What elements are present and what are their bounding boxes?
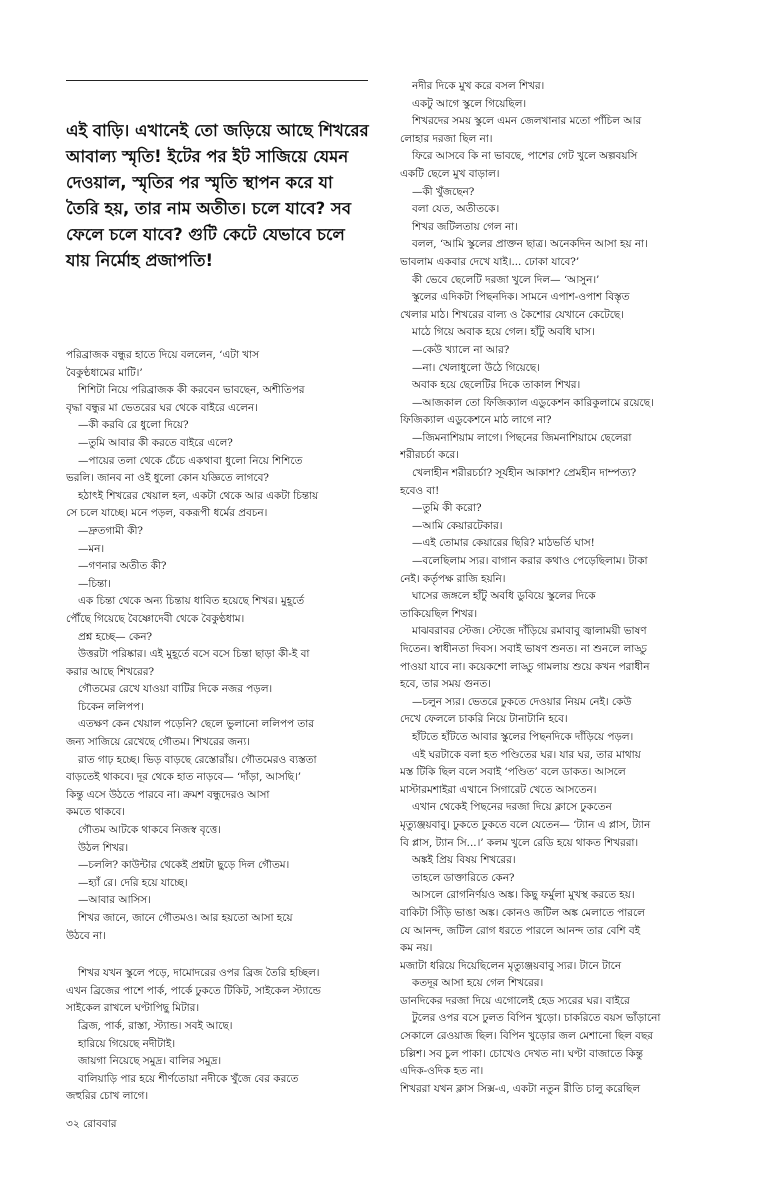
body-line: বলল, ‘আমি স্কুলের প্রাক্তন ছাত্র। অনেকদিন আসা হয় না। (412, 238, 648, 251)
body-line: —পায়ের তলা থেকে চেঁচে একথাবা ধুলো নিয়ে শিশিতে (78, 454, 303, 467)
body-line: অঙ্কই প্রিয় বিষয় শিখরের। (412, 854, 516, 867)
body-line: —মন। (78, 542, 105, 555)
body-line: ঘাসের জঙ্গলে হাঁটু অবধি ডুবিয়ে স্কুলের দিকে (412, 590, 596, 603)
body-line: বৈকুণ্ঠধামের মাটি।’ (66, 366, 143, 379)
body-line: প্রশ্ন হচ্ছে— কেন? (78, 630, 153, 643)
body-line: হাঁটতে হাঁটতে আবার স্কুলের পিছনদিকে দাঁড়িয়ে পড়ল। (412, 730, 634, 743)
body-line: মাঝবরাবর স্টেজ। স্টেজে দাঁড়িয়ে রমাবাবু জ্বালাময়ী ভাষণ (412, 625, 647, 638)
body-line: বাকিটা সিঁড়ি ভাঙা অঙ্ক। কোনও জটিল অঙ্ক মেলাতে পারলে (400, 906, 645, 919)
body-line: এতক্ষণ কেন খেয়াল পড়েনি? ছেলে ভুলানো ললিপপ তার (78, 718, 314, 731)
body-line: —গণনার অতীত কী? (78, 560, 167, 573)
body-line: ভাবলাম একবার দেখে যাই।... ঢোকা যাবে?’ (400, 255, 580, 268)
pull-quote: এই বাড়ি। এখানেই তো জড়িয়ে আছে শিখরের আবাল্য স্মৃতি! ইটের পর ইট সাজিয়ে যেমন দেওয়াল, স্মৃতির পর স্মৃতি স্থাপন করে যা তৈরি হয়, তার নাম অতীত। চলে যাবে? সব ফেলে চলে যাবে? গুটি কেটে যেভাবে চলে যায় নির্মোহ প্রজাপতি! (66, 121, 369, 270)
body-line: শিখর জানে, জানে গৌতমও। আর হয়তো আসা হয়ে (78, 912, 293, 924)
body-line: করার আছে শিখরের? (66, 665, 155, 678)
body-line: শিখর যখন স্কুলে পড়ে, দামোদরের ওপর ব্রিজ তৈরি হচ্ছিল। (78, 967, 320, 980)
body-line: —চলুন স্যর। ভেতরে ঢুকতে দেওয়ার নিয়ম নেই। কেউ (412, 695, 632, 708)
body-line: এখান থেকেই পিছনের দরজা দিয়ে ক্লাসে ঢুকতেন (412, 801, 612, 814)
page-footer: ৩২ রোববার (66, 1118, 117, 1130)
body-line: সে চলে যাচ্ছে। মনে পড়ল, বকরূপী ধর্মের প্রবচন। (66, 507, 268, 520)
body-line: সাইকেল রাখলে ঘণ্টাপিছু মিটার। (66, 1002, 200, 1015)
body-line: কমতে থাকবে। (66, 806, 125, 819)
body-line: ডানদিকের দরজা দিয়ে এগোলেই হেড স্যরের ঘর। বাইরে (400, 994, 630, 1007)
body-line: কিন্তু এসে উঠতে পারবে না। ক্রমশ বন্ধুদেরও আসা (66, 788, 270, 801)
body-line: চিকেন ললিপপ। (78, 700, 144, 713)
body-line: মস্ত টিকি ছিল বলে সবাই ‘পণ্ডিত’ বলে ডাকত। আসলে (400, 766, 626, 779)
body-line: শিখরদের সময় স্কুলে এমন জেলখানার মতো পাঁচিল আর (412, 115, 642, 128)
body-line: বাড়তেই থাকবে। দূর থেকে হাত নাড়বে— ‘দাঁড়া, আসছি।’ (66, 771, 301, 784)
body-line: —হ্যাঁ রে। দেরি হয়ে যাচ্ছে। (78, 876, 188, 889)
body-line: তাহলে ডাক্তারিতে কেন? (412, 871, 515, 884)
body-line: মাস্টারমশাইরা এখানে সিগারেট খেতে আসতেন। (400, 783, 597, 796)
body-line: গৌতম আটকে থাকবে নিজস্ব বৃত্তে। (78, 824, 221, 837)
body-line: দেখে ফেললে চাকরি নিয়ে টানাটানি হবে। (400, 713, 568, 726)
body-line: হবেও বা! (400, 484, 440, 497)
body-line: —দ্রুতগামী কী? (78, 524, 144, 537)
body-line: আসলে রোগনির্ণয়ও অঙ্ক। কিছু ফর্মুলা মুখস্থ করতে হয়। (412, 889, 635, 902)
body-line: —চললি? কাউন্টার থেকেই প্রশ্নটা ছুড়ে দিল গৌতম। (78, 859, 290, 872)
body-line: —কী খুঁজছেন? (412, 185, 475, 198)
body-line: হঠাৎই শিখরের খেয়াল হল, একটা থেকে আর একটা চিন্তায় (78, 489, 319, 502)
body-line: —আমি কেয়ারটেকার। (412, 519, 503, 532)
body-line: —না। খেলাধুলো উঠে গিয়েছে। (412, 361, 540, 374)
body-line: মৃত্যুঞ্জয়বাবু। ঢুকতে ঢুকতে বলে যেতেন— ‘ট্যান এ প্লাস, ট্যান (400, 818, 651, 831)
body-line: রাত গাঢ় হচ্ছে। ভিড় বাড়ছে রেস্তোরাঁয়। গৌতমেরও ব্যস্ততা (78, 753, 317, 766)
body-line: উত্তরটা পরিষ্কার। এই মুহূর্তে বসে বসে চিন্তা ছাড়া কী-ই বা (78, 648, 310, 661)
body-line: উঠল শিখর। (78, 841, 129, 854)
paragraph-gap (66, 945, 378, 965)
body-line: নেই। কর্তৃপক্ষ রাজি হয়নি। (400, 572, 506, 585)
body-line: ফিরে আসবে কি না ভাবছে, পাশের গেট খুলে অল্পবয়সি (412, 150, 638, 163)
body-column-right (400, 78, 735, 1098)
body-line: জায়গা নিয়েছে সমুদ্র। বালির সমুদ্র। (78, 1055, 222, 1068)
body-line: জহুরির চোখ লাগে। (66, 1090, 149, 1103)
body-line: চল্লিশ। সব চুল পাকা। চোখেও দেখত না। ঘণ্টা বাজাতে কিন্তু (400, 1047, 643, 1060)
body-line: শিখররা যখন ক্লাস সিক্স-এ, একটা নতুন রীতি চালু করেছিল (400, 1082, 641, 1095)
body-line: উঠবে না। (66, 929, 106, 942)
body-line: স্কুলের এদিকটা পিছনদিক। সামনে এপাশ-ওপাশ বিস্তৃত (412, 291, 630, 304)
body-line: —চিন্তা। (78, 577, 111, 590)
body-line: ভরলি। জানব না ওই ধুলো কোন যজ্ঞিতে লাগবে? (66, 472, 269, 485)
body-line: কম নয়। (400, 942, 433, 955)
body-line: খেলার মাঠ। শিখরের বাল্য ও কৈশোর যেখানে কেটেছে। (400, 308, 624, 321)
body-line: একটু আগে স্কুলে গিয়েছিল। (412, 97, 527, 110)
body-line: মাঠে গিয়ে অবাক হয়ে গেল। হাঁটু অবধি ঘাস। (412, 326, 595, 339)
body-line: বলা যেত, অতীতকে। (412, 203, 500, 216)
body-line: এখন ব্রিজের পাশে পার্ক, পার্কে ঢুকতে টিকিট, সাইকেল স্ট্যান্ডে (66, 984, 321, 997)
body-column-left (66, 347, 378, 1106)
body-line: কী ভেবে ছেলেটি দরজা খুলে দিল— ‘আসুন।’ (412, 273, 600, 286)
body-line: সেকালে রেওয়াজ ছিল। বিপিন খুড়োর জল মেশানো ছিল বছর (400, 1030, 653, 1043)
body-line: দিতেন। স্বাধীনতা দিবস। সবাই ভাষণ শুনত। না শুনলে লাড্ডু (400, 643, 647, 655)
body-line: অবাক হয়ে ছেলেটির দিকে তাকাল শিখর। (412, 379, 581, 392)
body-line: —এই তোমার কেয়ারের ছিরি? মাঠভর্তি ঘাস! (412, 537, 595, 550)
body-line: যে আনন্দ, জটিল রোগ ধরতে পারলে আনন্দ তার বেশি বই (400, 924, 641, 937)
body-line: লোহার দরজা ছিল না। (400, 132, 493, 145)
body-line: বৃদ্ধা বন্ধুর মা ভেতরের ঘর থেকে বাইরে এলেন। (66, 401, 258, 414)
body-line: ব্রিজ, পার্ক, রাস্তা, স্ট্যান্ড। সবই আছে। (78, 1019, 233, 1032)
body-line: বি প্লাস, ট্যান সি...।’ কলম খুলে রেডি হয়ে থাকত শিখররা। (400, 836, 639, 849)
body-line: বালিয়াড়ি পার হয়ে শীর্ণতোয়া নদীকে খুঁজে বের করতে (78, 1072, 299, 1085)
body-line: তাকিয়েছিল শিখর। (400, 607, 478, 620)
body-line: —বলেছিলাম স্যর। বাগান করার কথাও পেড়েছিলাম। টাকা (412, 555, 648, 568)
body-line: শরীরচর্চা করে। (400, 449, 459, 462)
body-line: এক চিন্তা থেকে অন্য চিন্তায় ধাবিত হয়েছে শিখর। মুহূর্তে (78, 595, 305, 608)
body-line: শিখর জটিলতায় গেল না। (412, 220, 518, 233)
body-line: —জিমনাশিয়াম লাগে। পিছনের জিমনাশিয়ামে ছেলেরা (412, 431, 632, 444)
top-rule (66, 80, 368, 81)
body-line: পৌঁছে গিয়েছে বৈষ্ণোদেবী থেকে বৈকুণ্ঠধাম। (66, 612, 245, 625)
body-line: —তুমি কী করো? (412, 502, 482, 515)
body-line: এদিক-ওদিক হত না। (400, 1065, 484, 1078)
body-line: টুলের ওপর বসে ঢুলত বিপিন খুড়ো। চাকরিতে বয়স ভাঁড়ানো (412, 1012, 661, 1025)
body-line: শিশিটা নিয়ে পরিব্রাজক কী করবেন ভাবছেন, অশীতিপর (78, 384, 305, 397)
body-line: —কী করবি রে ধুলো দিয়ে? (78, 419, 189, 432)
body-line: —তুমি আবার কী করতে বাইরে এলে? (78, 436, 233, 449)
body-line: খেলাহীন শরীরচর্চা? সূর্যহীন আকাশ? প্রেমহীন দাম্পত্য? (412, 467, 637, 480)
body-line: মজাটা ধরিয়ে দিয়েছিলেন মৃত্যুঞ্জয়বাবু স্যর। টানে টানে (400, 959, 622, 972)
body-line: গৌতমের রেখে যাওয়া বাটির দিকে নজর পড়ল। (78, 683, 273, 696)
body-line: পাওয়া যাবে না। কয়েকশো লাড্ডু গামলায় শুয়ে কখন পরাধীন (400, 660, 650, 673)
body-line: একটি ছেলে মুখ বাড়াল। (400, 167, 500, 180)
body-line: পরিব্রাজক বন্ধুর হাতে দিয়ে বললেন, ‘এটা খাস (66, 349, 259, 361)
body-line: হবে, তার সময় গুনত। (400, 678, 491, 691)
body-line: —কেউ খ্যালে না আর? (412, 343, 510, 356)
body-line: হারিয়ে গিয়েছে নদীটাই। (78, 1037, 176, 1050)
body-line: ফিজিক্যাল এডুকেশনে মাঠ লাগে না? (400, 414, 552, 427)
body-line: কতদূর আসা হয়ে গেল শিখরের। (412, 977, 544, 990)
body-line: —আবার আসিস। (78, 894, 151, 907)
body-line: নদীর দিকে মুখ করে বসল শিখর। (412, 80, 545, 92)
body-line: এই ঘরটাকে বলা হত পণ্ডিতের ঘর। যার ঘর, তার মাথায় (412, 748, 641, 761)
body-line: —আজকাল তো ফিজিক্যাল এডুকেশন কারিকুলামে রয়েছে। (412, 396, 654, 409)
body-line: জন্য সাজিয়ে রেখেছে গৌতম। শিখরের জন্য। (66, 736, 250, 749)
